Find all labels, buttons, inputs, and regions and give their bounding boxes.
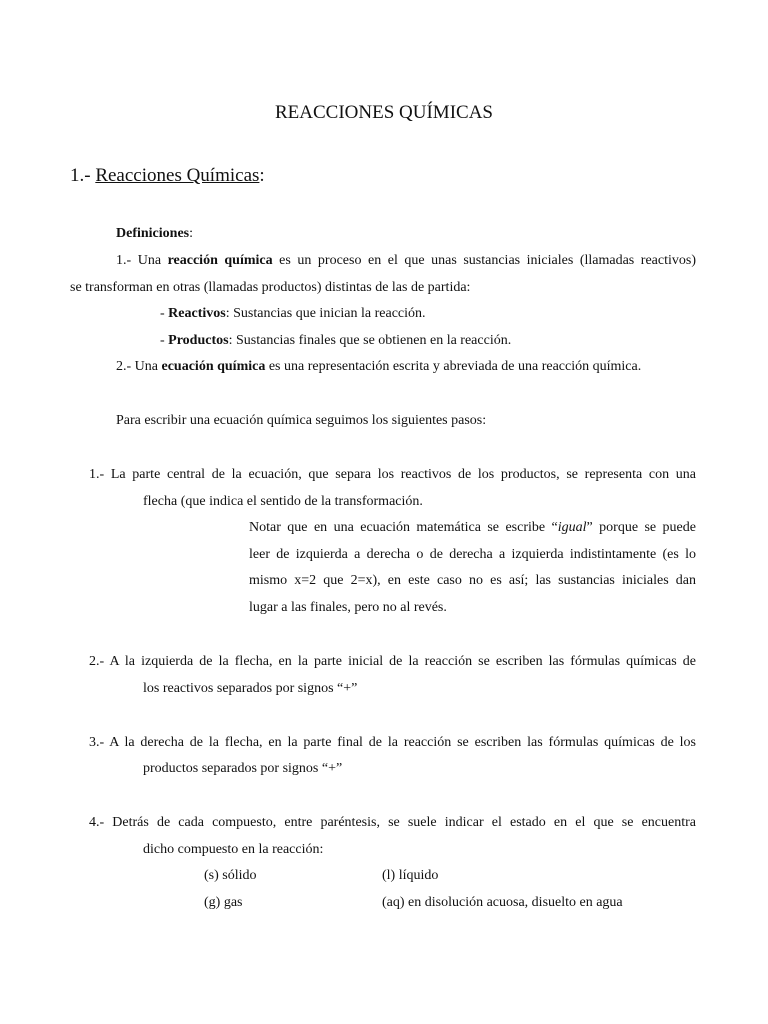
step-3-line-1: 3.- A la derecha de la flecha, en la parte final de la reacción se escriben las fórmulas químicas de los [89,735,696,750]
section-colon: : [259,165,265,186]
document-title-text: REACCIONES QUÍMICAS [275,102,493,123]
definition-1-rest: es un proceso en el que unas sustancias iniciales (llamadas reactivos) [272,253,696,268]
step-1-note-line-3: mismo x=2 que 2=x), en este caso no es así; las sustancias iniciales dan [249,573,696,588]
definition-1-prefix: 1.- Una [116,253,168,268]
note-post: ” porque se puede [586,520,696,535]
definitions-label-text: Definiciones [116,226,190,241]
state-gas: (g) gas [204,895,243,910]
reactivos-dash: - [160,306,169,321]
step-1-note-line-1 [249,519,696,537]
note-pre: Notar que en una ecuación matemática se escribe “ [249,520,558,535]
definition-1-term: reacción química [167,253,273,268]
productos-dash: - [160,333,169,348]
step-1-note-line-4: lugar a las finales, pero no al revés. [249,600,447,615]
definition-1-line-1 [116,252,696,270]
definitions-label [116,225,193,243]
definitions-colon: : [189,226,193,241]
productos-term: Productos [168,333,229,348]
step-2-line-1: 2.- A la izquierda de la flecha, en la parte inicial de la reacción se escriben las fórmulas químicas de [89,654,696,669]
reactivos-term: Reactivos [168,306,226,321]
reactivos-text: : Sustancias que inician la reacción. [225,306,426,321]
state-aqueous: (aq) en disolución acuosa, disuelto en agua [382,895,623,910]
state-liquid: (l) líquido [382,868,439,883]
section-title: Reacciones Químicas [95,165,260,186]
step-3-line-2: productos separados por signos “+” [143,761,343,776]
definition-2-prefix: 2.- Una [116,359,162,374]
definition-2-rest: es una representación escrita y abreviada de una reacción química. [265,359,642,374]
definition-1-line-2: se transforman en otras (llamadas productos) distintas de las de partida: [70,280,471,295]
step-1-line-1: 1.- La parte central de la ecuación, que separa los reactivos de los productos, se representa con una [89,467,696,482]
productos-text: : Sustancias finales que se obtienen en la reacción. [228,333,512,348]
step-1-line-2: flecha (que indica el sentido de la transformación. [143,494,423,509]
step-4-line-2: dicho compuesto en la reacción: [143,842,324,857]
note-italic-igual: igual [557,520,587,535]
document-title [0,102,768,124]
productos-definition [160,332,511,350]
steps-intro: Para escribir una ecuación química seguimos los siguientes pasos: [116,413,487,428]
definition-2-term: ecuación química [161,359,266,374]
state-solid: (s) sólido [204,868,257,883]
step-2-line-2: los reactivos separados por signos “+” [143,681,358,696]
step-1-note-line-2: leer de izquierda a derecha o de derecha a izquierda indistintamente (es lo [249,547,696,562]
definition-2 [116,358,641,376]
section-number: 1.- [70,165,96,186]
section-heading [70,165,265,187]
step-4-line-1: 4.- Detrás de cada compuesto, entre paréntesis, se suele indicar el estado en el que se encuentra [89,815,696,830]
reactivos-definition [160,305,426,323]
